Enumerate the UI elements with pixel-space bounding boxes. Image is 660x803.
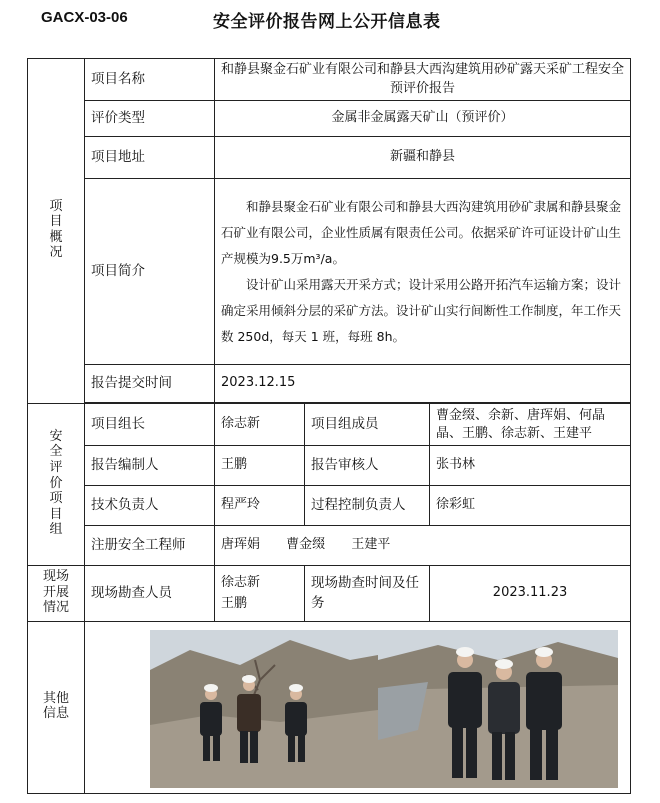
members-value: 曹金缀、余新、唐珲娟、何晶晶、王鹏、徐志新、王建平	[430, 404, 631, 446]
row-intro	[28, 179, 631, 365]
intro-label: 项目简介	[85, 179, 215, 365]
tech-label: 技术负责人	[85, 486, 215, 526]
row-submit-date	[28, 365, 631, 403]
section-other: 其他信息	[28, 622, 85, 794]
row-site	[28, 566, 631, 622]
process-label: 过程控制负责人	[305, 486, 430, 526]
worker-figure	[200, 675, 307, 763]
intro-paragraph-2: 设计矿山采用露天开采方式；设计采用公路开拓汽车运输方案；设计确定采用倾斜分层的采矿方法。设计矿山实行间断性工作制度，年工作天数 250d，每天 1 班，每班 8h。	[221, 276, 622, 344]
engineer-3: 王建平	[351, 537, 391, 553]
surveyor-2: 王鹏	[221, 595, 248, 611]
reviewer-value: 张书林	[430, 446, 631, 486]
row-engineers	[28, 526, 631, 566]
surveyors-value	[215, 566, 305, 622]
surveyors-label: 现场勘查人员	[85, 566, 215, 622]
row-author	[28, 446, 631, 486]
project-name-label: 项目名称	[85, 59, 215, 101]
eval-type-label: 评价类型	[85, 101, 215, 137]
author-value: 王鹏	[215, 446, 305, 486]
survey-time-label: 现场勘查时间及任务	[305, 566, 430, 622]
project-name-value: 和静县聚金石矿业有限公司和静县大西沟建筑用砂矿露天采矿工程安全预评价报告	[215, 59, 631, 101]
survey-date-value: 2023.11.23	[430, 566, 631, 622]
process-value: 徐彩虹	[430, 486, 631, 526]
photo-cell	[85, 622, 631, 794]
author-label: 报告编制人	[85, 446, 215, 486]
engineer-1: 唐珲娟	[221, 537, 261, 553]
intro-value	[215, 179, 631, 365]
info-table	[27, 58, 631, 794]
address-label: 项目地址	[85, 137, 215, 179]
members-label: 项目组成员	[305, 404, 430, 446]
row-leader	[28, 404, 631, 446]
engineer-values	[215, 526, 631, 566]
engineer-2: 曹金缀	[286, 537, 326, 553]
site-photo-1	[150, 630, 378, 788]
page-title: 安全评价报告网上公开信息表	[213, 12, 441, 32]
section-site: 现场开展情况	[28, 566, 85, 622]
row-other	[28, 622, 631, 794]
reviewer-label: 报告审核人	[305, 446, 430, 486]
form-code: GACX-03-06	[41, 9, 128, 26]
leader-label: 项目组长	[85, 404, 215, 446]
row-tech	[28, 486, 631, 526]
site-photo-2	[378, 630, 618, 788]
submit-date-value: 2023.12.15	[215, 365, 631, 403]
intro-paragraph-1: 和静县聚金石矿业有限公司和静县大西沟建筑用砂矿隶属和静县聚金石矿业有限公司，企业性质属有限责任公司。依据采矿许可证设计矿山生产规模为9.5万m³/a。	[221, 198, 622, 266]
address-value: 新疆和静县	[215, 137, 631, 179]
surveyor-1: 徐志新	[221, 575, 261, 591]
eval-type-value: 金属非金属露天矿山（预评价）	[215, 101, 631, 137]
tech-value: 程严玲	[215, 486, 305, 526]
engineer-label: 注册安全工程师	[85, 526, 215, 566]
section-overview: 项目概况	[28, 59, 85, 404]
leader-value: 徐志新	[215, 404, 305, 446]
section-team: 安全评价项目组	[28, 404, 85, 566]
row-project-name	[28, 59, 631, 101]
submit-date-label: 报告提交时间	[85, 365, 215, 403]
row-eval-type	[28, 101, 631, 137]
row-address	[28, 137, 631, 179]
